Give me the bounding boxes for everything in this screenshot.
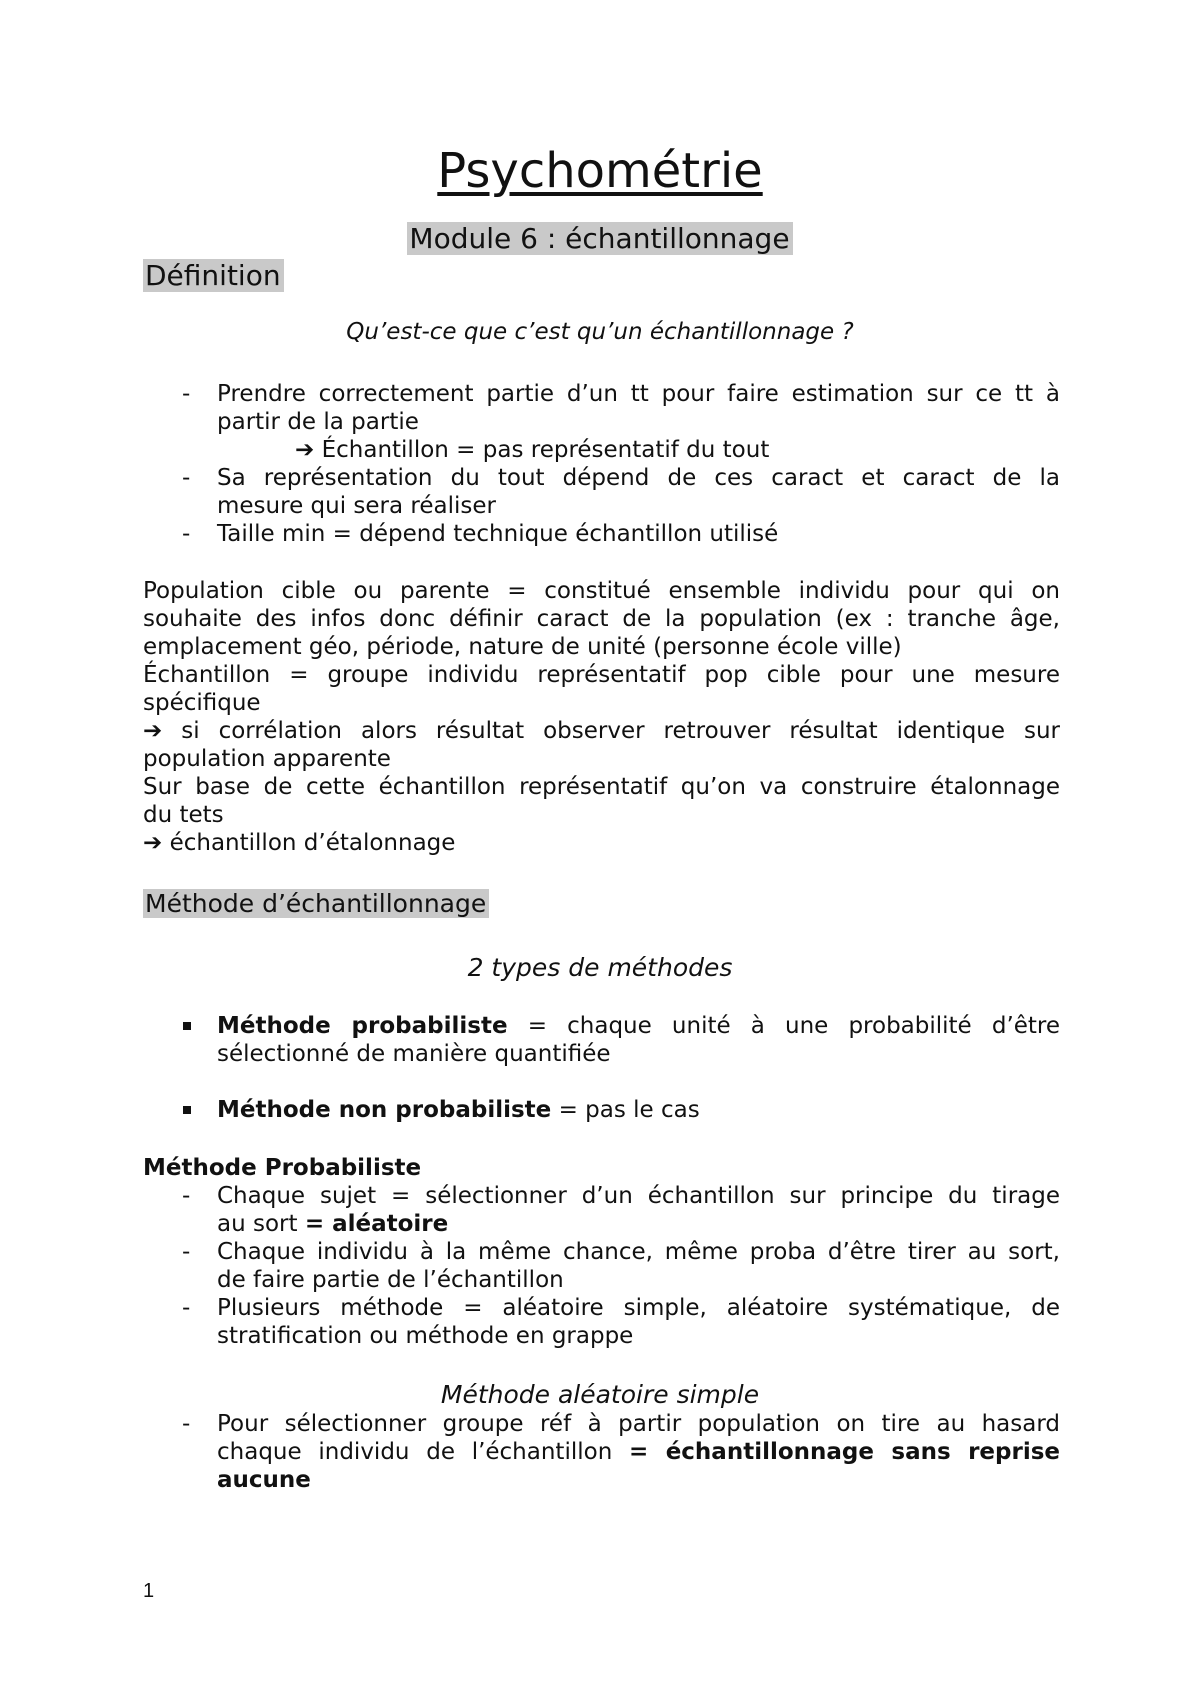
- module-title: Module 6 : échantillonnage: [407, 222, 792, 255]
- simple-bullet-line-3: aucune: [217, 1467, 311, 1493]
- prob-bullet-2-line-2: de faire partie de l’échantillon: [217, 1267, 564, 1293]
- prob-bullet-1-line-2: au sort = aléatoire: [217, 1211, 449, 1237]
- square-bullet-icon: [183, 1022, 191, 1030]
- definition-heading: Définition: [143, 259, 284, 292]
- definition-heading-line: [143, 259, 284, 293]
- arrow-icon: ➔: [143, 718, 163, 744]
- bullet-dash: -: [182, 521, 191, 547]
- def-bullet-1-line-1: Prendre correctement partie d’un tt pour faire estimation sur ce tt à: [217, 381, 1060, 407]
- def-arrow-line: ➔ Échantillon = pas représentatif du tout: [295, 437, 770, 463]
- prob-bullet-2-line-1: Chaque individu à la même chance, même proba d’être tirer au sort,: [217, 1239, 1060, 1265]
- population-line-2: souhaite des infos donc définir caract de la population (ex : tranche âge,: [143, 606, 1060, 632]
- population-line-3: emplacement géo, période, nature de unité (personne école ville): [143, 634, 902, 660]
- bullet-dash: -: [182, 1239, 191, 1265]
- prob-line-1: Méthode probabiliste = chaque unité à une probabilité d’être: [217, 1013, 1061, 1039]
- bullet-dash: -: [182, 465, 191, 491]
- nonprob-line: Méthode non probabiliste = pas le cas: [217, 1097, 700, 1123]
- echantillon-line-1: Échantillon = groupe individu représentatif pop cible pour une mesure: [143, 662, 1060, 688]
- probabiliste-heading: Méthode Probabiliste: [143, 1155, 422, 1181]
- correlation-line-2: population apparente: [143, 746, 391, 772]
- bullet-dash: -: [182, 1295, 191, 1321]
- simple-heading: Méthode aléatoire simple: [440, 1380, 760, 1409]
- simple-bullet-line-2: chaque individu de l’échantillon = échantillonnage sans reprise: [217, 1439, 1061, 1465]
- arrow-icon: ➔: [295, 437, 315, 463]
- bullet-dash: -: [182, 1183, 191, 1209]
- etalonnage-line: ➔ échantillon d’étalonnage: [143, 830, 456, 856]
- def-bullet-2-line-1: Sa représentation du tout dépend de ces caract et caract de la: [217, 465, 1060, 491]
- simple-bullet-line-1: Pour sélectionner groupe réf à partir population on tire au hasard: [217, 1411, 1060, 1437]
- methode-heading: Méthode d’échantillonnage: [143, 889, 489, 918]
- arrow-icon: ➔: [143, 830, 163, 856]
- module-title-line: [0, 222, 1200, 256]
- correlation-line-1: ➔ si corrélation alors résultat observer retrouver résultat identique sur: [143, 718, 1061, 744]
- def-bullet-3: Taille min = dépend technique échantillon utilisé: [217, 521, 779, 547]
- prob-line-2: sélectionné de manière quantifiée: [217, 1041, 611, 1067]
- population-line-1: Population cible ou parente = constitué ensemble individu pour qui on: [143, 578, 1060, 604]
- page-number: 1: [143, 1580, 155, 1602]
- base-line-2: du tets: [143, 802, 224, 828]
- types-heading: 2 types de méthodes: [467, 953, 733, 982]
- page-title: Psychométrie: [437, 143, 763, 199]
- square-bullet-icon: [183, 1106, 191, 1114]
- bullet-dash: -: [182, 381, 191, 407]
- base-line-1: Sur base de cette échantillon représentatif qu’on va construire étalonnage: [143, 774, 1060, 800]
- prob-bullet-3-line-2: stratification ou méthode en grappe: [217, 1323, 634, 1349]
- bullet-dash: -: [182, 1411, 191, 1437]
- echantillon-line-2: spécifique: [143, 690, 261, 716]
- methode-heading-line: [143, 889, 489, 919]
- def-bullet-1-line-2: partir de la partie: [217, 409, 419, 435]
- prob-bullet-1-line-1: Chaque sujet = sélectionner d’un échantillon sur principe du tirage: [217, 1183, 1060, 1209]
- definition-question: Qu’est-ce que c’est qu’un échantillonnage ?: [346, 319, 854, 345]
- prob-bullet-3-line-1: Plusieurs méthode = aléatoire simple, aléatoire systématique, de: [217, 1295, 1060, 1321]
- def-bullet-2-line-2: mesure qui sera réaliser: [217, 493, 496, 519]
